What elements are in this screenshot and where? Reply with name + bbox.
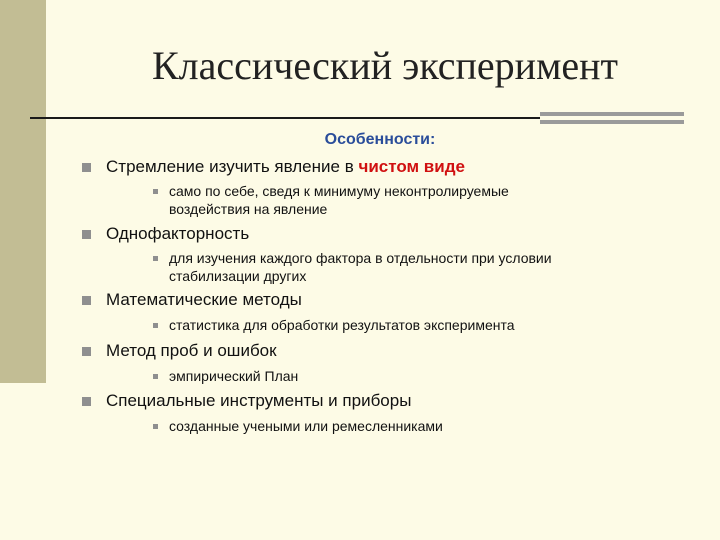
slide-title: Классический эксперимент	[151, 43, 619, 88]
sub-item	[169, 316, 515, 334]
sub-bullet-square-icon	[153, 189, 158, 194]
sub-item-line: само по себе, сведя к минимуму неконтролируемые	[169, 183, 509, 199]
bullet-square-icon	[82, 296, 91, 305]
sub-item-line: воздействия на явление	[169, 201, 328, 217]
title-underline-accent	[540, 112, 684, 124]
bullet-square-icon	[82, 230, 91, 239]
sub-item	[169, 367, 298, 385]
sub-item-line: для изучения каждого фактора в отдельности при условии	[169, 250, 552, 266]
sub-item-line: стабилизации других	[169, 268, 307, 284]
list-item-text: Стремление изучить явление в	[106, 157, 359, 176]
sub-item-line: созданные учеными или ремесленниками	[169, 418, 443, 434]
bullet-square-icon	[82, 397, 91, 406]
bullet-square-icon	[82, 163, 91, 172]
bullet-square-icon	[82, 347, 91, 356]
list-item: Однофакторность	[106, 224, 250, 243]
title-underline	[30, 117, 540, 119]
sub-bullet-square-icon	[153, 424, 158, 429]
sub-item	[169, 249, 552, 285]
sub-bullet-square-icon	[153, 374, 158, 379]
list-item: Метод проб и ошибок	[106, 341, 277, 360]
list-item: Математические методы	[106, 290, 302, 309]
slide-subtitle: Особенности:	[324, 131, 436, 148]
sub-bullet-square-icon	[153, 323, 158, 328]
sub-item	[169, 182, 509, 218]
sub-item	[169, 417, 443, 435]
highlight-text: чистом виде	[358, 157, 465, 176]
list-item: Специальные инструменты и приборы	[106, 391, 412, 410]
sub-item-line: эмпирический План	[169, 368, 299, 384]
sub-item-line: статистика для обработки результатов эксперимента	[169, 317, 515, 333]
sub-bullet-square-icon	[153, 256, 158, 261]
list-item	[106, 157, 465, 177]
